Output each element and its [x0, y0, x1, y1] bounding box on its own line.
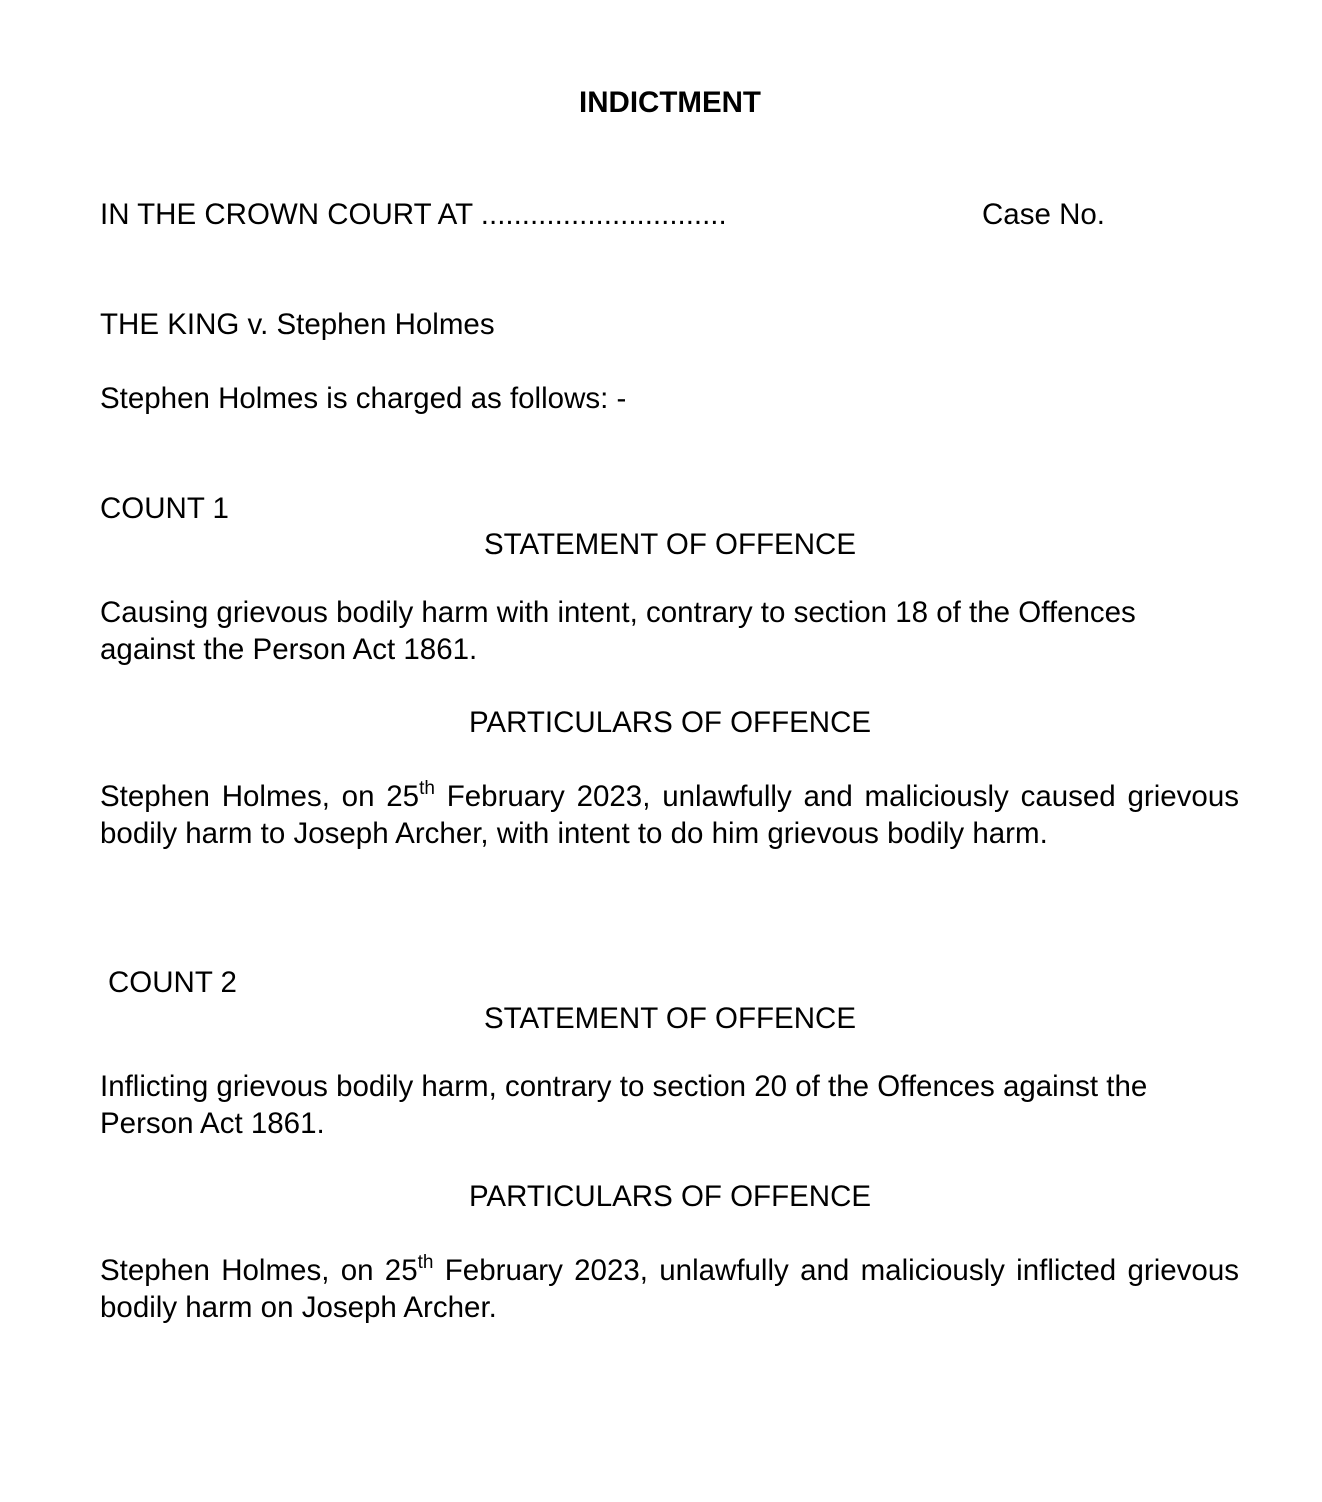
count-2-ordinal-suffix: th — [417, 1252, 434, 1274]
count-1-particulars-heading: PARTICULARS OF OFFENCE — [468, 706, 872, 739]
count-1-statement-heading: STATEMENT OF OFFENCE — [483, 528, 857, 561]
count-1-particulars-text — [100, 778, 1239, 852]
parties-line: THE KING v. Stephen Holmes — [100, 308, 495, 341]
count-1-statement-text: Causing grievous bodily harm with intent, contrary to section 18 of the Offences against the Person Act 1861. — [100, 596, 1136, 666]
count-1-particulars-before: Stephen Holmes, on 25 — [100, 780, 420, 813]
case-number-label: Case No. — [982, 198, 1105, 231]
count-1-label: COUNT 1 — [100, 492, 229, 525]
count-1-particulars-after: February 2023, unlawfully and maliciously caused grievous bodily harm to Joseph Archer, with intent to do him grievous bodily harm. — [100, 780, 1239, 850]
count-2-particulars-text — [100, 1252, 1239, 1326]
count-2-particulars-after: February 2023, unlawfully and maliciously inflicted grievous bodily harm on Joseph Archer. — [100, 1254, 1239, 1324]
count-2-statement-heading: STATEMENT OF OFFENCE — [483, 1002, 857, 1035]
count-2-particulars-before: Stephen Holmes, on 25 — [100, 1254, 418, 1287]
document-title: INDICTMENT — [579, 86, 761, 119]
count-1-ordinal-suffix: th — [419, 778, 435, 800]
count-2-label: COUNT 2 — [108, 966, 237, 999]
charged-line: Stephen Holmes is charged as follows: - — [100, 382, 627, 415]
count-2-statement-text: Inflicting grievous bodily harm, contrary to section 20 of the Offences against the Person Act 1861. — [100, 1070, 1148, 1140]
count-2-particulars-heading: PARTICULARS OF OFFENCE — [468, 1180, 872, 1213]
court-line: IN THE CROWN COURT AT .............................. — [100, 198, 727, 231]
